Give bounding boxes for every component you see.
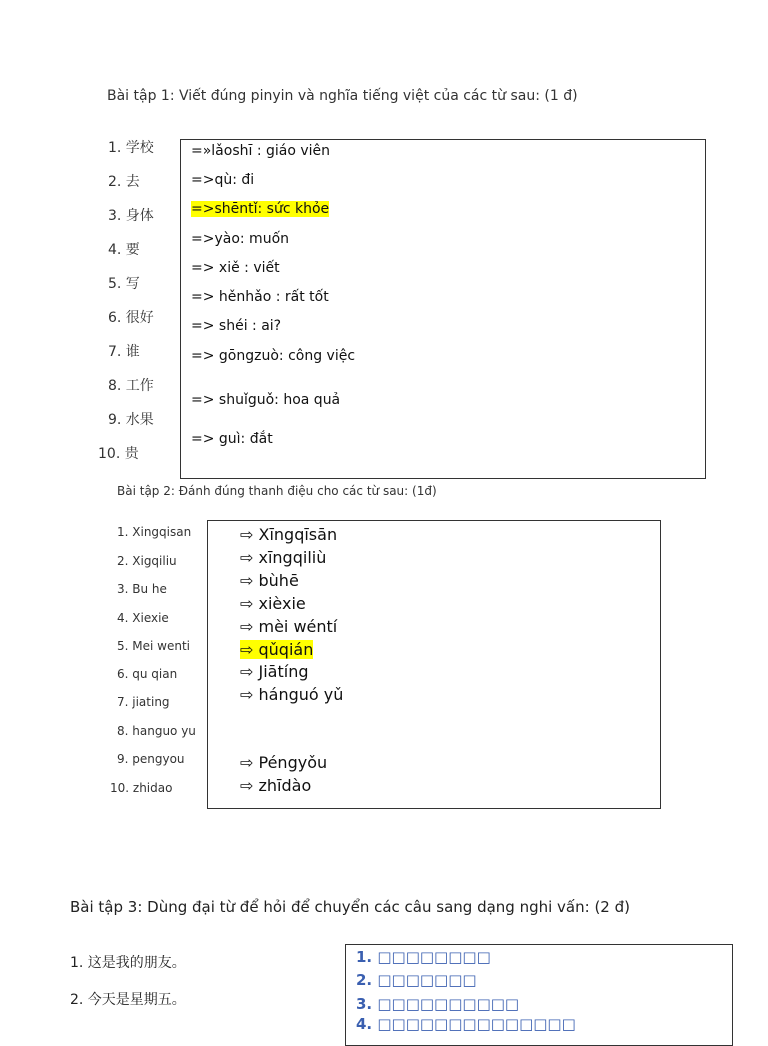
ex2-answer-text: Jiātíng <box>258 662 309 681</box>
ex2-answer-row[interactable] <box>240 776 311 795</box>
ex1-answer[interactable]: => shéi : ai? <box>191 318 282 334</box>
exercise-3-heading: Bài tập 3: Dùng đại từ để hỏi để chuyển các câu sang dạng nghi vấn: (2 đ) <box>70 898 630 916</box>
ex2-answer-row-highlighted[interactable] <box>240 640 313 659</box>
arrow-icon: ⇨ <box>240 548 254 567</box>
ex2-answer-row[interactable] <box>240 685 343 704</box>
ex1-item: 6. 很好 <box>108 310 154 326</box>
ex2-item: 2. Xigqiliu <box>117 554 177 568</box>
ex1-item: 1. 学校 <box>108 140 154 156</box>
ex2-answer-text: xièxie <box>258 594 306 613</box>
ex1-item: 2. 去 <box>108 174 140 190</box>
ex2-answer-row[interactable] <box>240 617 337 636</box>
ex1-answer[interactable]: => shuǐguǒ: hoa quả <box>191 392 341 408</box>
ex3-answer[interactable]: 3. □□□□□□□□□□ <box>356 995 520 1013</box>
ex2-item: 9. pengyou <box>117 752 185 766</box>
exercise-1-heading: Bài tập 1: Viết đúng pinyin và nghĩa tiếng việt của các từ sau: (1 đ) <box>107 88 578 104</box>
ex1-item: 9. 水果 <box>108 412 154 428</box>
ex3-item: 1. 这是我的朋友。 <box>70 955 186 971</box>
arrow-icon: ⇨ <box>240 640 254 659</box>
arrow-icon: ⇨ <box>240 753 254 772</box>
ex2-answer-text: Péngyǒu <box>258 753 328 772</box>
ex2-item: 8. hanguo yu <box>117 724 196 738</box>
ex1-answer[interactable]: =>yào: muốn <box>191 231 290 247</box>
ex2-item: 7. jiating <box>117 695 170 709</box>
ex1-answer[interactable]: => guì: đắt <box>191 431 273 447</box>
ex1-item: 10. 贵 <box>98 446 139 462</box>
ex3-answer[interactable]: 4. □□□□□□□□□□□□□□ <box>356 1015 576 1033</box>
arrow-icon: ⇨ <box>240 617 254 636</box>
ex1-answer-highlighted[interactable]: =>shēntǐ: sức khỏe <box>191 201 330 217</box>
ex1-answer[interactable]: =»lǎoshī : giáo viên <box>191 143 331 159</box>
ex2-answer-text: bùhē <box>258 571 299 590</box>
ex2-answer-text: xīngqiliù <box>258 548 327 567</box>
ex2-answer-text: hánguó yǔ <box>258 685 344 704</box>
arrow-icon: ⇨ <box>240 776 254 795</box>
ex2-answer-row[interactable] <box>240 548 326 567</box>
ex1-answer[interactable]: =>qù: đi <box>191 172 255 188</box>
ex1-item: 5. 写 <box>108 276 140 292</box>
ex2-item: 5. Mei wenti <box>117 639 190 653</box>
ex2-answer-row[interactable] <box>240 753 327 772</box>
ex2-answer-row[interactable] <box>240 662 308 681</box>
ex2-answer-row[interactable] <box>240 594 306 613</box>
ex2-item: 4. Xiexie <box>117 611 169 625</box>
arrow-icon: ⇨ <box>240 525 254 544</box>
ex1-item: 4. 要 <box>108 242 140 258</box>
ex1-item: 7. 谁 <box>108 344 140 360</box>
exercise-2-heading: Bài tập 2: Đánh đúng thanh điệu cho các từ sau: (1đ) <box>117 484 437 498</box>
arrow-icon: ⇨ <box>240 662 254 681</box>
ex2-item: 1. Xingqisan <box>117 525 192 539</box>
ex2-answer-text: mèi wéntí <box>258 617 338 636</box>
arrow-icon: ⇨ <box>240 571 254 590</box>
ex2-answer-text: Xīngqīsān <box>258 525 338 544</box>
arrow-icon: ⇨ <box>240 685 254 704</box>
ex1-item: 3. 身体 <box>108 208 154 224</box>
ex2-answer-row[interactable] <box>240 525 337 544</box>
ex2-item: 3. Bu he <box>117 582 167 596</box>
ex2-item: 10. zhidao <box>110 781 173 795</box>
ex2-answer-text: qǔqián <box>258 640 314 659</box>
ex3-answer[interactable]: 1. □□□□□□□□ <box>356 948 491 966</box>
ex1-answer[interactable]: => hěnhǎo : rất tốt <box>191 289 329 305</box>
ex3-item: 2. 今天是星期五。 <box>70 992 186 1008</box>
ex1-answer[interactable]: => xiě : viết <box>191 260 280 276</box>
ex1-answer[interactable]: => gōngzuò: công việc <box>191 348 356 364</box>
exercise-1-answer-box <box>180 139 706 479</box>
ex3-answer[interactable]: 2. □□□□□□□ <box>356 971 477 989</box>
ex2-item: 6. qu qian <box>117 667 178 681</box>
ex2-answer-row[interactable] <box>240 571 299 590</box>
ex1-item: 8. 工作 <box>108 378 154 394</box>
arrow-icon: ⇨ <box>240 594 254 613</box>
ex2-answer-text: zhīdào <box>258 776 312 795</box>
